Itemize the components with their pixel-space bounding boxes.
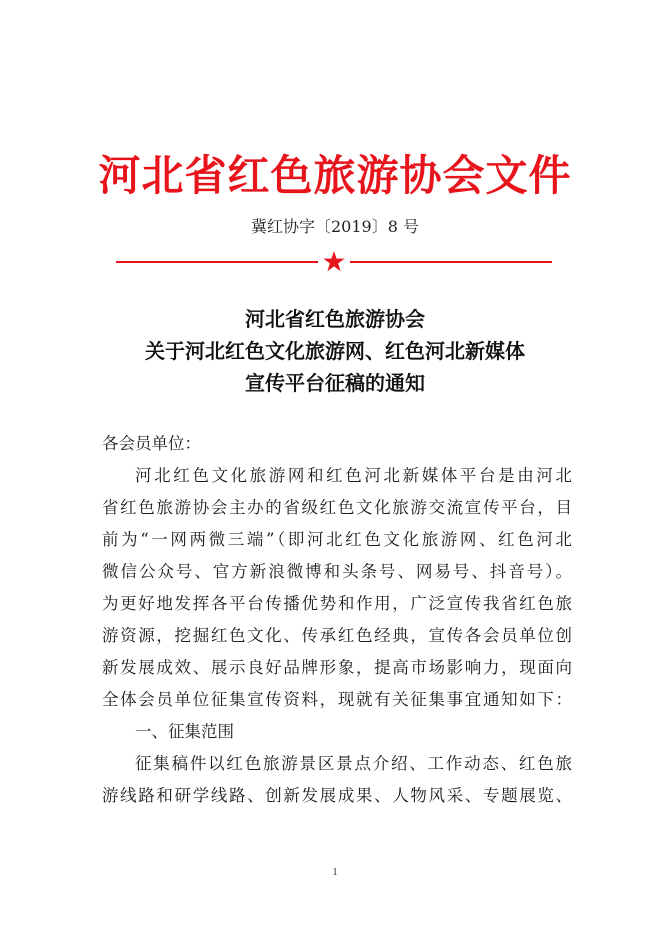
notice-title: [0, 303, 670, 399]
divider-line-right: [350, 261, 552, 263]
paragraph-line: 省红色旅游协会主办的省级红色文化旅游交流宣传平台，目: [102, 498, 572, 517]
paragraph-line: 河北红色文化旅游网和红色河北新媒体平台是由河北: [135, 466, 572, 485]
section-line: 征集稿件以红色旅游景区景点介绍、工作动态、红色旅: [135, 754, 572, 773]
star-icon: [322, 250, 346, 274]
paragraph-line: 新发展成效、展示良好品牌形象，提高市场影响力，现面向: [102, 658, 572, 677]
salutation: 各会员单位：: [102, 434, 201, 453]
page-number: 1: [332, 866, 338, 878]
notice-title-line: 河北省红色旅游协会: [245, 307, 425, 331]
document-header-title: 河北省红色旅游协会文件: [98, 151, 572, 200]
paragraph-line: 为更好地发挥各平台传播优势和作用，广泛宣传我省红色旅: [102, 594, 572, 613]
document-number: 冀红协字〔2019〕8 号: [251, 217, 419, 236]
notice-title-line: 关于河北红色文化旅游网、红色河北新媒体: [145, 339, 525, 363]
paragraph-line: 微信公众号、官方新浪微博和头条号、网易号、抖音号）。: [102, 562, 572, 581]
section-line: 游线路和研学线路、创新发展成果、人物风采、专题展览、: [102, 786, 572, 805]
divider-line-left: [116, 261, 318, 263]
paragraph-line: 游资源，挖掘红色文化、传承红色经典，宣传各会员单位创: [102, 626, 572, 645]
notice-title-line: 宣传平台征稿的通知: [245, 371, 425, 395]
section-heading: 一、征集范围: [135, 722, 234, 741]
paragraph-line: 前为“一网两微三端”（即河北红色文化旅游网、红色河北: [102, 530, 572, 549]
paragraph-line: 全体会员单位征集宣传资料，现就有关征集事宜通知如下：: [102, 690, 572, 709]
notice-body: [102, 428, 572, 812]
header-divider: [116, 250, 552, 274]
